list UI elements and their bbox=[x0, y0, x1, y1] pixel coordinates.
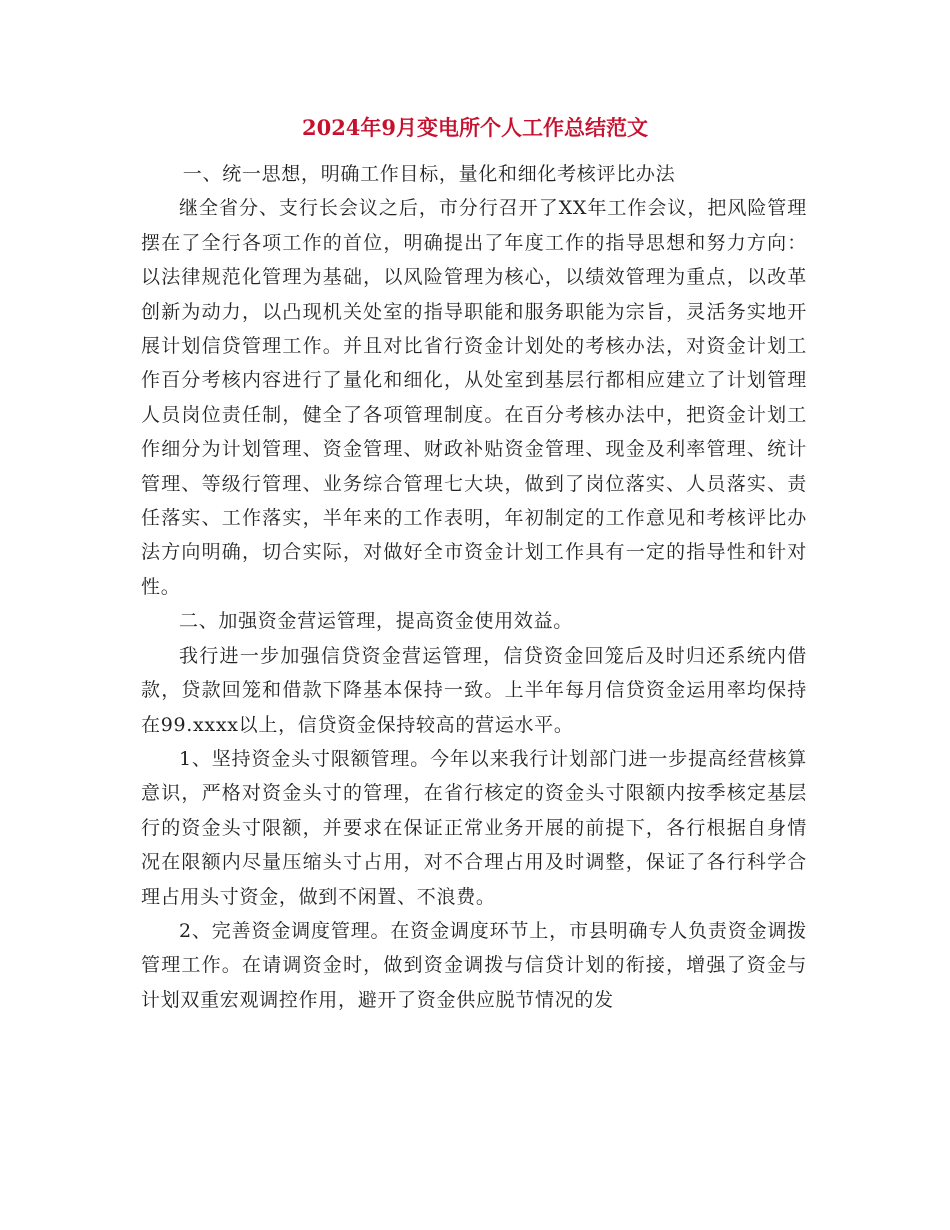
document-body bbox=[141, 157, 807, 1017]
paragraph: 2、完善资金调度管理。在资金调度环节上，市县明确专人负责资金调拨管理工作。在请调资金时，做到资金调拨与信贷计划的衔接，增强了资金与计划双重宏观调控作用，避开了资金供应脱节情况的发 bbox=[141, 919, 807, 1011]
paragraph: 1、坚持资金头寸限额管理。今年以来我行计划部门进一步提高经营核算意识，严格对资金头寸的管理，在省行核定的资金头寸限额内按季核定基层行的资金头寸限额，并要求在保证正常业务开展的前提下，各行根据自身情况在限额内尽量压缩头寸占用，对不合理占用及时调整，保证了各行科学合理占用头寸资金，做到不闲置、不浪费。 bbox=[141, 747, 807, 908]
section-heading-2: 二、加强资金营运管理，提高资金使用效益。 bbox=[179, 610, 574, 633]
paragraph: 我行进一步加强信贷资金营运管理，信贷资金回笼后及时归还系统内借款，贷款回笼和借款下降基本保持一致。上半年每月信贷资金运用率均保持在99.xxxx以上，信贷资金保持较高的营运水平。 bbox=[141, 644, 807, 736]
section-heading-1: 一、统一思想，明确工作目标，量化和细化考核评比办法 bbox=[182, 163, 676, 185]
document-title: 2024年9月变电所个人工作总结范文 bbox=[301, 115, 649, 140]
paragraph: 继全省分、支行长会议之后，市分行召开了XX年工作会议，把风险管理摆在了全行各项工作的首位，明确提出了年度工作的指导思想和努力方向：以法律规范化管理为基础，以风险管理为核心，以绩效管理为重点，以改革创新为动力，以凸现机关处室的指导职能和服务职能为宗旨，灵活务实地开展计划信贷管理工作。并且对比省行资金计划处的考核办法，对资金计划工作百分考核内容进行了量化和细化，从处室到基层行都相应建立了计划管理人员岗位责任制，健全了各项管理制度。在百分考核办法中，把资金计划工作细分为计划管理、资金管理、财政补贴资金管理、现金及利率管理、统计管理、等级行管理、业务综合管理七大块，做到了岗位落实、人员落实、责任落实、工作落实，半年来的工作表明，年初制定的工作意见和考核评比办法方向明确，切合实际，对做好全市资金计划工作具有一定的指导性和针对性。 bbox=[141, 197, 807, 598]
